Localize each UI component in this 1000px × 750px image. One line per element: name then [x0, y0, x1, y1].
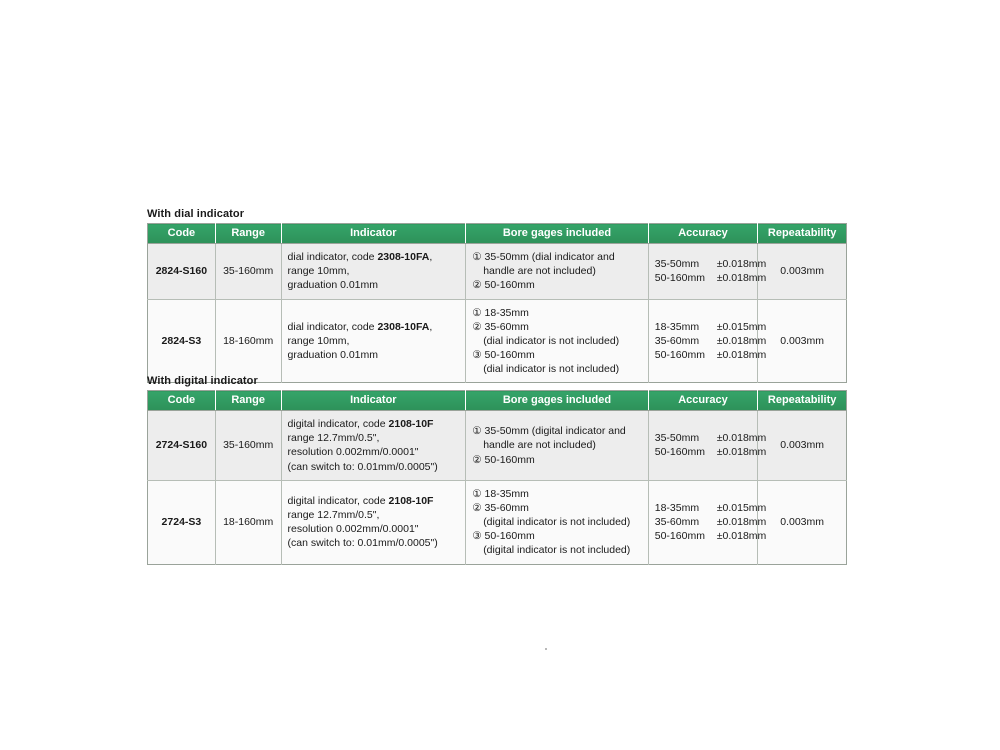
table-row [148, 244, 847, 300]
cell-code: 2724-S3 [148, 480, 216, 564]
spec-table-block-digital [147, 375, 847, 565]
table-header-row [148, 391, 847, 411]
table-caption: With digital indicator [147, 375, 258, 387]
cell-bore-gages: ① 35-50mm (digital indicator and handle are not included) ② 50-160mm [466, 411, 649, 481]
cell-indicator: digital indicator, code 2108-10F range 12.7mm/0.5", resolution 0.002mm/0.0001" (can switch to: 0.01mm/0.0005") [281, 411, 466, 481]
column-header-indicator: Indicator [281, 391, 466, 411]
page-artifact-dot [545, 648, 547, 650]
column-header-code: Code [148, 391, 216, 411]
cell-code: 2824-S3 [148, 299, 216, 383]
column-header-bore-gages: Bore gages included [466, 224, 649, 244]
column-header-accuracy: Accuracy [648, 224, 758, 244]
cell-repeatability: 0.003mm [758, 244, 847, 300]
cell-accuracy: 35-50mm ±0.018mm 50-160mm ±0.018mm [648, 411, 758, 481]
cell-range: 35-160mm [215, 411, 281, 481]
cell-bore-gages: ① 18-35mm ② 35-60mm (digital indicator is not included) ③ 50-160mm (digital indicator is not included) [466, 480, 649, 564]
column-header-bore-gages: Bore gages included [466, 391, 649, 411]
cell-range: 18-160mm [215, 299, 281, 383]
spec-table-block-dial [147, 208, 847, 383]
cell-bore-gages: ① 18-35mm ② 35-60mm (dial indicator is not included) ③ 50-160mm (dial indicator is not included) [466, 299, 649, 383]
cell-indicator: digital indicator, code 2108-10F range 12.7mm/0.5", resolution 0.002mm/0.0001" (can switch to: 0.01mm/0.0005") [281, 480, 466, 564]
cell-code: 2824-S160 [148, 244, 216, 300]
column-header-range: Range [215, 391, 281, 411]
cell-range: 18-160mm [215, 480, 281, 564]
cell-range: 35-160mm [215, 244, 281, 300]
column-header-repeatability: Repeatability [758, 224, 847, 244]
cell-repeatability: 0.003mm [758, 411, 847, 481]
column-header-accuracy: Accuracy [648, 391, 758, 411]
column-header-indicator: Indicator [281, 224, 466, 244]
column-header-range: Range [215, 224, 281, 244]
table-row [148, 480, 847, 564]
table-row [148, 411, 847, 481]
cell-accuracy: 18-35mm ±0.015mm 35-60mm ±0.018mm 50-160mm ±0.018mm [648, 480, 758, 564]
table-header-row [148, 224, 847, 244]
column-header-repeatability: Repeatability [758, 391, 847, 411]
cell-repeatability: 0.003mm [758, 299, 847, 383]
cell-indicator: dial indicator, code 2308-10FA, range 10mm, graduation 0.01mm [281, 244, 466, 300]
spec-table-dial [147, 223, 847, 383]
cell-repeatability: 0.003mm [758, 480, 847, 564]
spec-table-digital [147, 390, 847, 565]
table-row [148, 299, 847, 383]
cell-bore-gages: ① 35-50mm (dial indicator and handle are not included) ② 50-160mm [466, 244, 649, 300]
table-caption: With dial indicator [147, 208, 245, 220]
cell-code: 2724-S160 [148, 411, 216, 481]
cell-indicator: dial indicator, code 2308-10FA, range 10mm, graduation 0.01mm [281, 299, 466, 383]
column-header-code: Code [148, 224, 216, 244]
cell-accuracy: 35-50mm ±0.018mm 50-160mm ±0.018mm [648, 244, 758, 300]
cell-accuracy: 18-35mm ±0.015mm 35-60mm ±0.018mm 50-160mm ±0.018mm [648, 299, 758, 383]
